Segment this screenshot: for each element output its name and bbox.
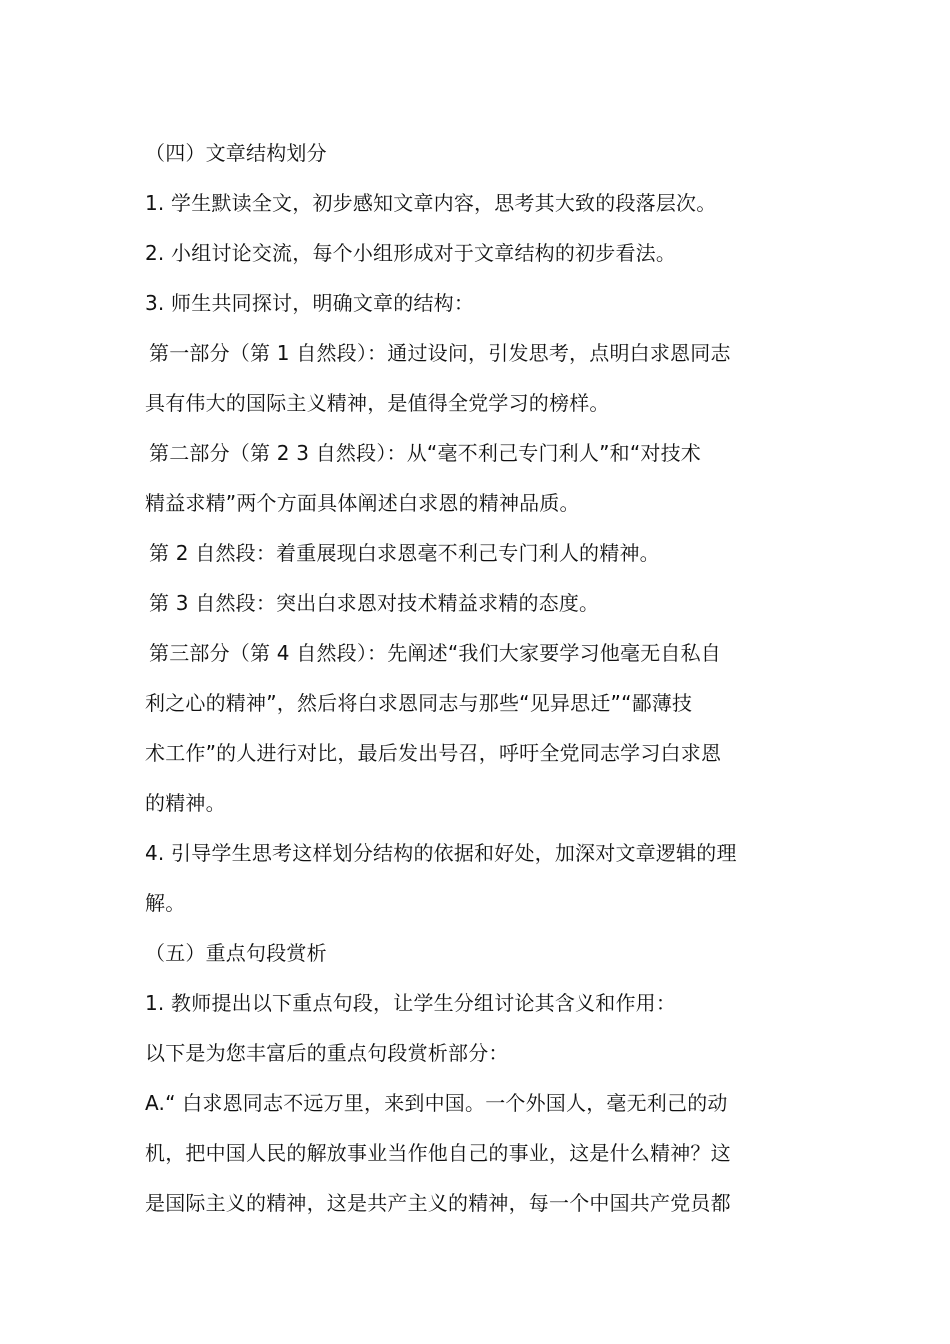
section-heading-4: （四）文章结构划分	[145, 141, 327, 165]
paragraph-line: 3. 师生共同探讨，明确文章的结构：	[145, 291, 475, 315]
section-heading-5: （五）重点句段赏析	[145, 941, 327, 965]
paragraph-line: A.“ 白求恩同志不远万里，来到中国。一个外国人，毫无利己的动	[145, 1091, 728, 1115]
paragraph-line: 精益求精”两个方面具体阐述白求恩的精神品质。	[145, 491, 580, 515]
paragraph-line: 具有伟大的国际主义精神，是值得全党学习的榜样。	[145, 391, 610, 415]
paragraph-line: 解。	[145, 891, 186, 915]
paragraph-line: 利之心的精神”，然后将白求恩同志与那些“见异思迁”“鄙薄技	[145, 691, 693, 715]
paragraph-line: 第一部分（第 1 自然段）：通过设问，引发思考，点明白求恩同志	[149, 341, 731, 365]
paragraph-line: 的精神。	[145, 791, 226, 815]
paragraph-line: 1. 学生默读全文，初步感知文章内容，思考其大致的段落层次。	[145, 191, 717, 215]
document-page	[145, 128, 811, 1228]
paragraph-line: 1. 教师提出以下重点句段，让学生分组讨论其含义和作用：	[145, 991, 677, 1015]
paragraph-line: 是国际主义的精神，这是共产主义的精神，每一个中国共产党员都	[145, 1191, 731, 1215]
paragraph-line: 第三部分（第 4 自然段）：先阐述“我们大家要学习他毫无自私自	[149, 641, 722, 665]
paragraph-line: 术工作”的人进行对比，最后发出号召，呼吁全党同志学习白求恩	[145, 741, 722, 765]
paragraph-line: 以下是为您丰富后的重点句段赏析部分：	[145, 1041, 509, 1065]
paragraph-line: 第二部分（第 2 3 自然段）：从“毫不利己专门利人”和“对技术	[149, 441, 702, 465]
paragraph-line: 机，把中国人民的解放事业当作他自己的事业，这是什么精神？这	[145, 1141, 731, 1165]
paragraph-line: 第 3 自然段：突出白求恩对技术精益求精的态度。	[149, 591, 600, 615]
paragraph-line: 第 2 自然段：着重展现白求恩毫不利己专门利人的精神。	[149, 541, 660, 565]
paragraph-line: 2. 小组讨论交流，每个小组形成对于文章结构的初步看法。	[145, 241, 677, 265]
paragraph-line: 4. 引导学生思考这样划分结构的依据和好处，加深对文章逻辑的理	[145, 841, 737, 865]
